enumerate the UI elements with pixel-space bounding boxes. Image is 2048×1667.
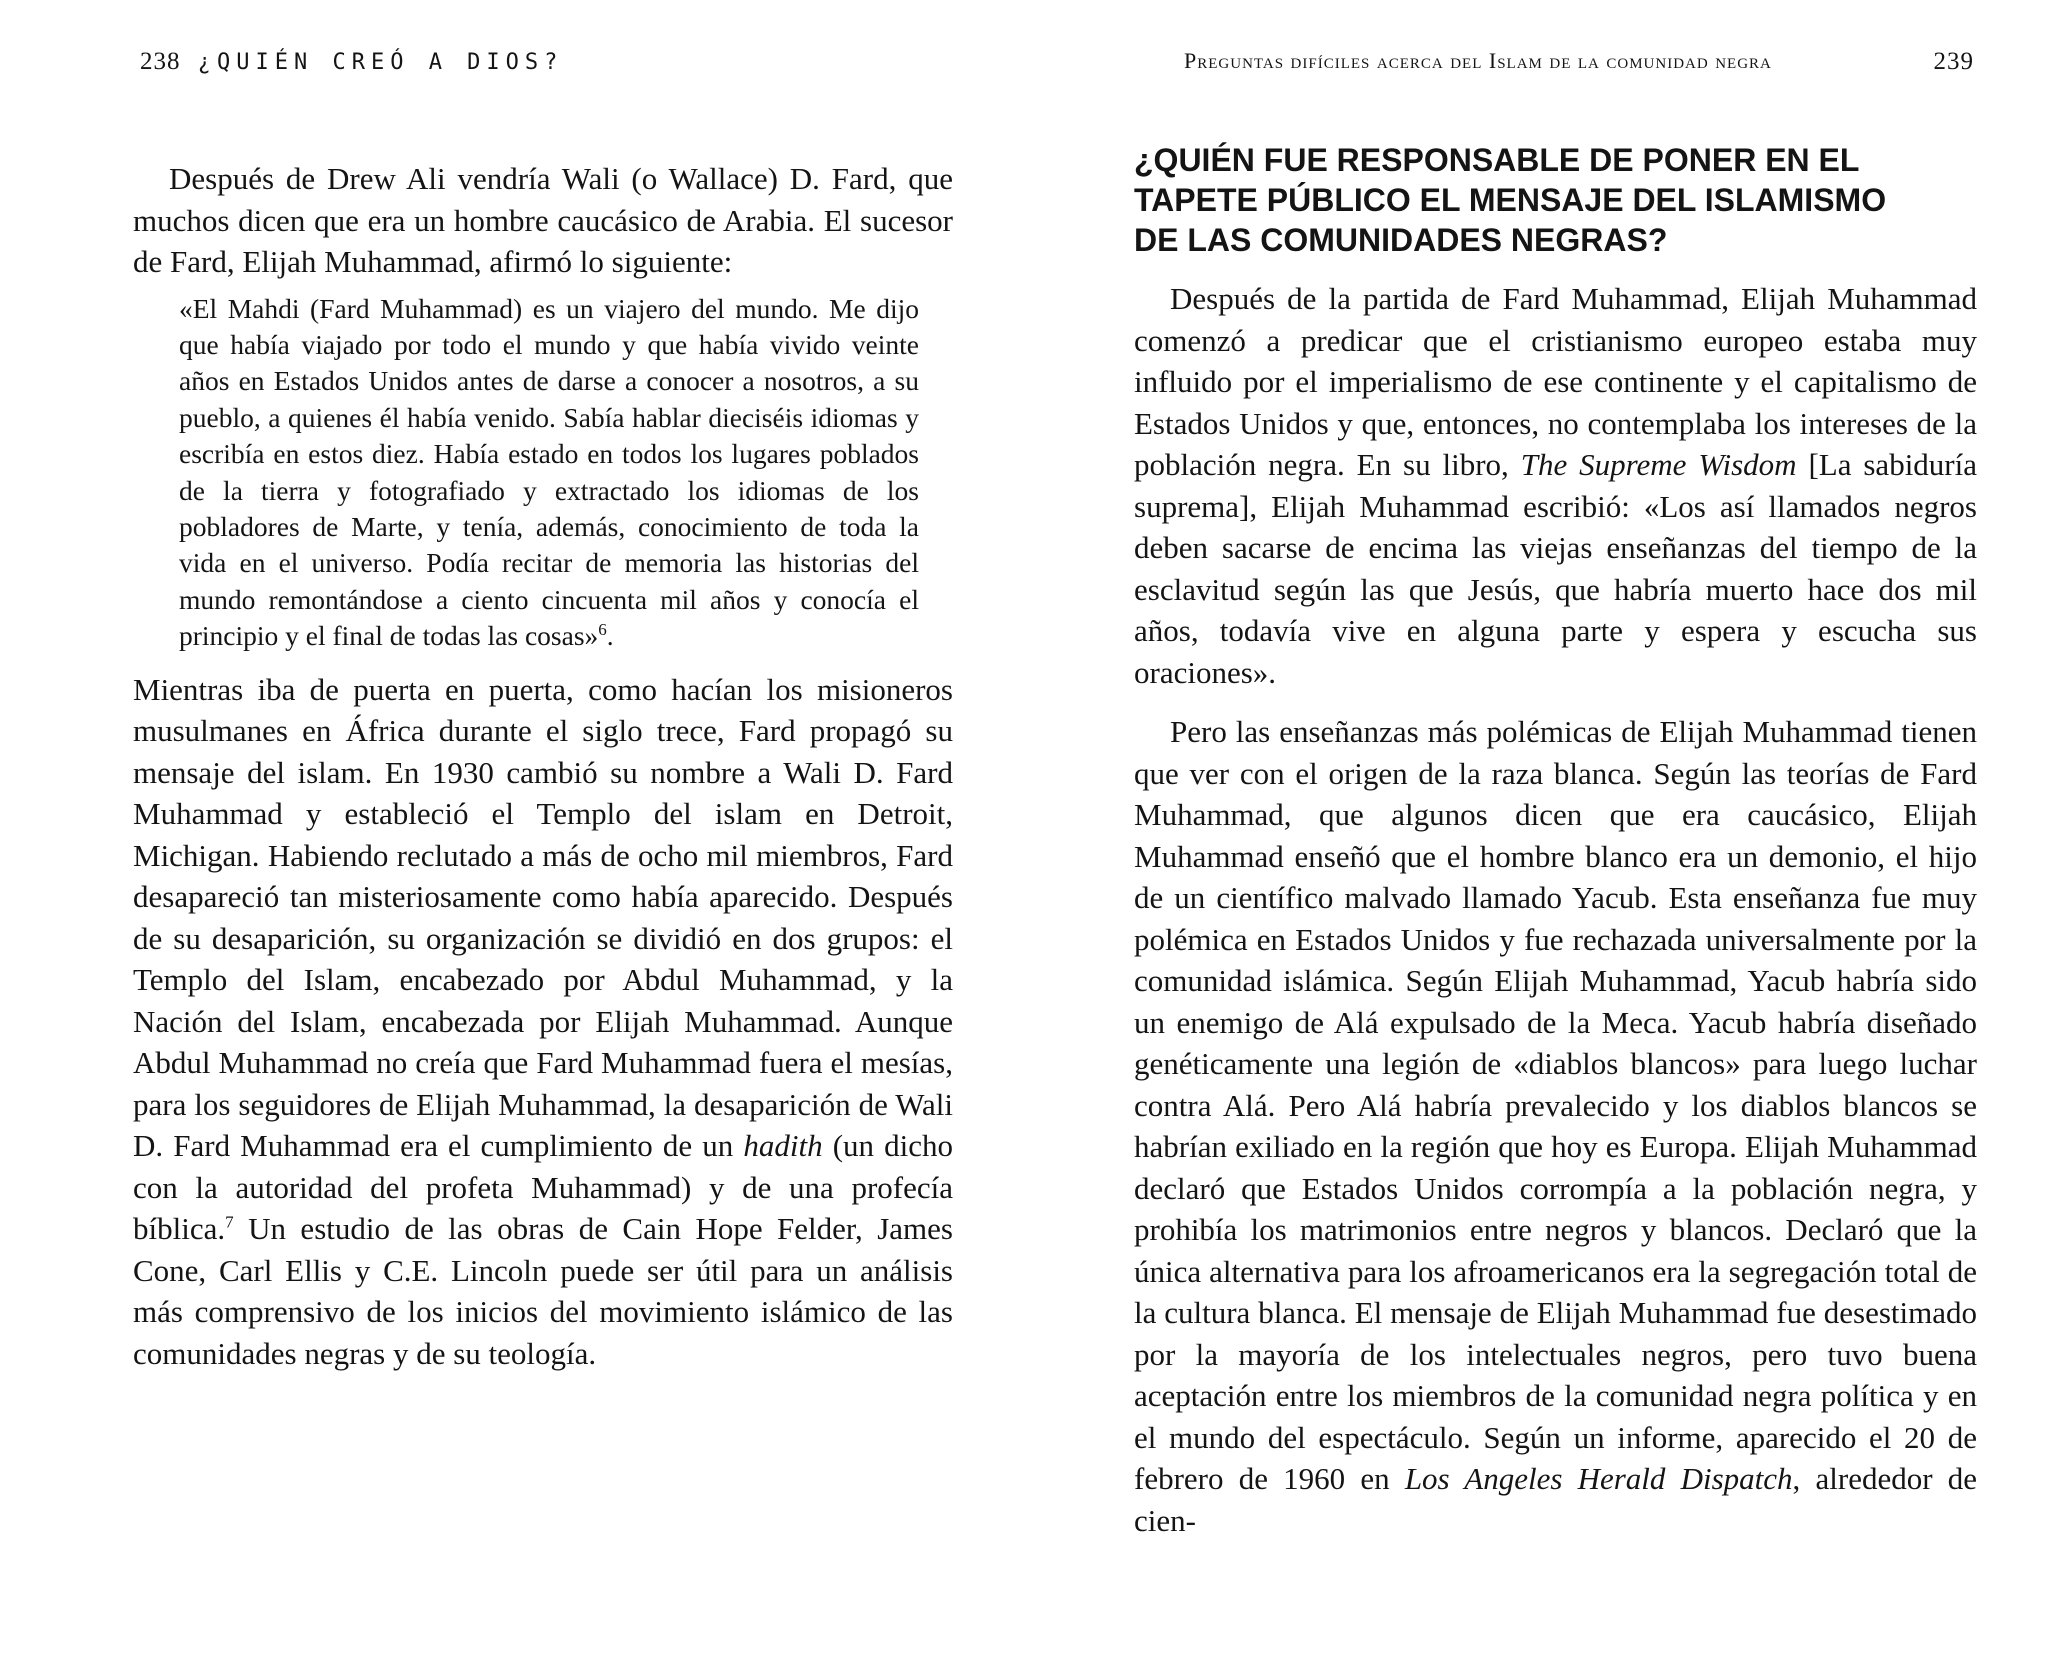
left-body — [133, 158, 953, 1374]
right-body — [1134, 140, 1977, 1541]
left-paragraph-2-part-a: Mientras iba de puerta en puerta, como hacían los misioneros musulmanes en África durante el siglo trece, Fard propagó su mensaje del islam. En 1930 cambió su nombre a Wali D. Fard Muhammad y estableció el Templo del islam en Detroit, Michigan. Habiendo reclutado a más de ocho mil miembros, Fard desapareció tan misteriosamente como había aparecido. Después de su desaparición, su organización se dividió en dos grupos: el Templo del Islam, encabezado por Abdul Muhammad, y la Nación del Islam, encabezada por Elijah Muhammad. Aunque Abdul Muhammad no creía que Fard Muhammad fuera el mesías, para los seguidores de Elijah Muhammad, la desaparición de Wali D. Fard Muhammad era el cumplimiento de un — [133, 671, 953, 1164]
footnote-ref-7: 7 — [225, 1212, 234, 1232]
right-running-head — [1184, 48, 1974, 76]
right-paragraph-1-italic: The Supreme Wisdom — [1520, 447, 1797, 482]
right-paragraph-2 — [1134, 711, 1977, 1541]
section-heading-line-2: TAPETE PÚBLICO EL MENSAJE DEL ISLAMISMO — [1134, 182, 1887, 218]
right-running-title: Preguntas difíciles acerca del Islam de la comunidad negra — [1184, 48, 1772, 73]
section-heading-line-3: DE LAS COMUNIDADES NEGRAS? — [1134, 222, 1668, 258]
right-paragraph-1-part-b: [La sabiduría suprema], Elijah Muhammad escribió: «Los así llamados negros deben sacarse de encima las viejas enseñanzas del tiempo de la esclavitud según las que Jesús, que habría muerto hace dos mil años, todavía vive en alguna parte y espera y escucha sus oraciones». — [1134, 447, 1978, 690]
left-paragraph-1: Después de Drew Ali vendría Wali (o Wallace) D. Fard, que muchos dicen que era un hombre caucásico de Arabia. El sucesor de Fard, Elijah Muhammad, afirmó lo siguiente: — [133, 161, 953, 279]
right-paragraph-2-italic: Los Angeles Herald Dispatch — [1404, 1461, 1793, 1496]
left-paragraph-2-italic: hadith — [743, 1128, 823, 1164]
right-paragraph-2-part-a: Pero las enseñanzas más polémicas de Elijah Muhammad tienen que ver con el origen de la raza blanca. Según las teorías de Fard Muhammad, que algunos dicen que era caucásico, Elijah Muhammad enseñó que el hombre blanco era un demonio, el hijo de un científico malvado llamado Yacub. Esta enseñanza fue muy polémica en Estados Unidos y fue rechazada universalmente por la comunidad islámica. Según Elijah Muhammad, Yacub habría sido un enemigo de Alá expulsado de la Meca. Yacub habría diseñado genéticamente una legión de «diablos blancos» para luego luchar contra Alá. Pero Alá habría prevalecido y los diablos blancos se habrían exiliado en la región que hoy es Europa. Elijah Muhammad declaró que Estados Unidos corrompía a la población negra, y prohibía los matrimonios entre negros y blancos. Declaró que la única alternativa para los afroamericanos era la segregación total de la cultura blanca. El mensaje de Elijah Muhammad fue desestimado por la mayoría de los intelectuales negros, pero tuvo buena aceptación entre los miembros de la comunidad negra política y en el mundo del espectáculo. Según un informe, aparecido el 20 de febrero de 1960 en — [1134, 714, 1977, 1496]
right-paragraph-2-part-b: , alrededor de cien- — [1134, 1461, 1977, 1538]
left-running-head — [140, 48, 563, 76]
section-heading-line-1: ¿QUIÉN FUE RESPONSABLE DE PONER EN EL — [1134, 142, 1860, 178]
left-paragraph-2-part-b: (un dicho con la autoridad del profeta Muhammad) y de una profecía bíblica. — [133, 1128, 953, 1247]
left-paragraph-2-part-c: Un estudio de las obras de Cain Hope Felder, James Cone, Carl Ellis y C.E. Lincoln puede ser útil para un análisis más comprensivo de los inicios del movimiento islámico de las comunidades negras y de su teología. — [133, 1211, 953, 1371]
left-paragraph-2 — [133, 669, 953, 1375]
footnote-ref-6: 6 — [598, 620, 607, 639]
blockquote-end: . — [606, 620, 614, 652]
paragraph-gap — [1134, 693, 1977, 711]
left-running-title: ¿QUIÉN CREÓ A DIOS? — [197, 50, 564, 75]
left-page-number: 238 — [140, 48, 181, 75]
right-page-number: 239 — [1933, 48, 1974, 75]
right-paragraph-1-part-a: Después de la partida de Fard Muhammad, Elijah Muhammad comenzó a predicar que el cristianismo europeo estaba muy influido por el imperialismo de ese continente y el capitalismo de Estados Unidos y que, entonces, no contemplaba los intereses de la población negra. En su libro, — [1134, 281, 1977, 482]
right-paragraph-1 — [1134, 278, 1977, 693]
left-blockquote — [179, 291, 919, 655]
right-page — [1024, 0, 2048, 1667]
section-heading — [1134, 140, 1977, 260]
blockquote-text: «El Mahdi (Fard Muhammad) es un viajero del mundo. Me dijo que había viajado por todo el mundo y que había vivido veinte años en Estados Unidos antes de darse a conocer a nosotros, a su pueblo, a quienes él había venido. Sabía hablar dieciséis idiomas y escribía en estos diez. Había estado en todos los lugares poblados de la tierra y fotografiado y extractado los idiomas de los pobladores de Marte, y tenía, además, conocimiento de toda la vida en el universo. Podía recitar de memoria las historias del mundo remontándose a ciento cincuenta mil años y conocía el principio y el final de todas las cosas» — [179, 292, 919, 652]
